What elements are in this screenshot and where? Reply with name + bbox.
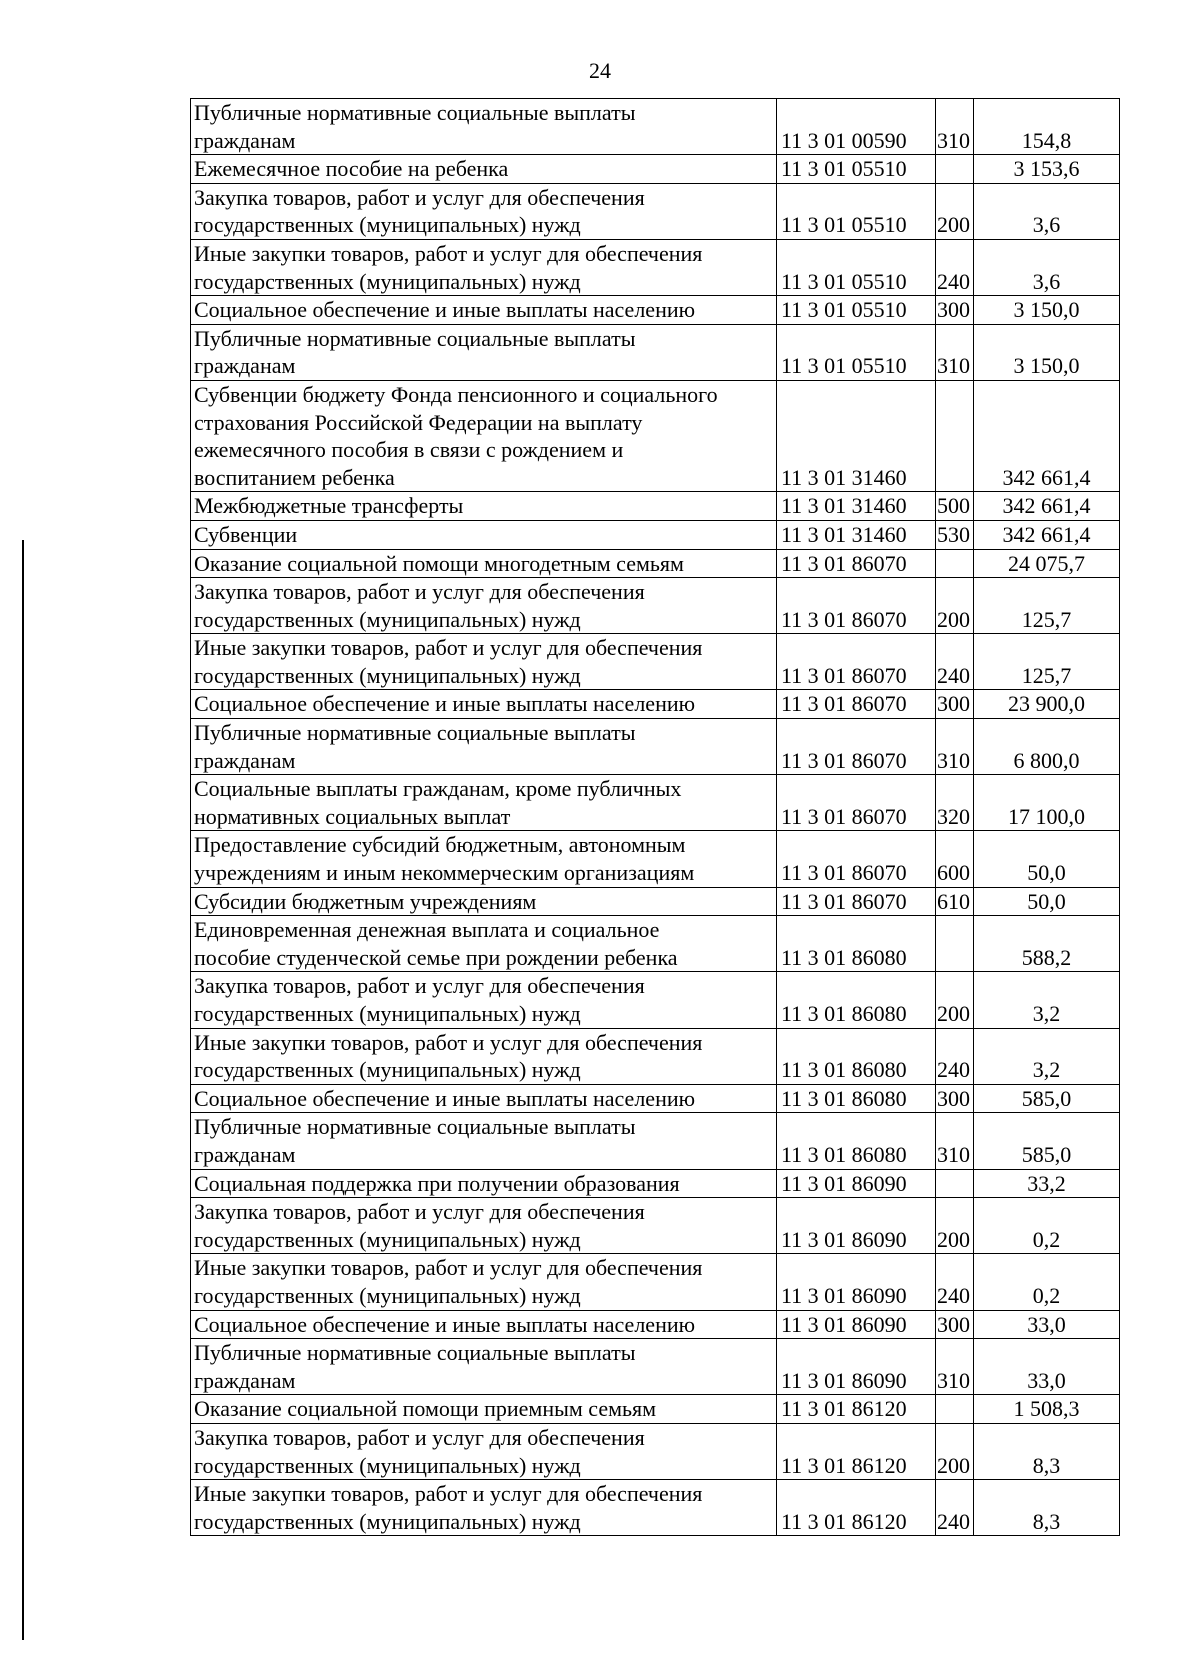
row-description-line: Субвенции — [194, 521, 298, 547]
row-code: 11 3 01 05510 — [777, 239, 936, 295]
row-expense-type — [936, 1395, 974, 1424]
row-expense-type: 240 — [936, 1028, 974, 1084]
row-amount: 3 153,6 — [974, 155, 1120, 184]
row-description-line: Публичные нормативные социальные выплаты — [194, 325, 636, 351]
table-row — [191, 1254, 1120, 1310]
table-row — [191, 1084, 1120, 1113]
table-row — [191, 831, 1120, 887]
row-amount: 33,2 — [974, 1169, 1120, 1198]
row-expense-type: 240 — [936, 239, 974, 295]
row-expense-type: 300 — [936, 1084, 974, 1113]
table-row — [191, 719, 1120, 775]
table-row — [191, 155, 1120, 184]
row-amount: 585,0 — [974, 1084, 1120, 1113]
row-description — [191, 1198, 777, 1254]
row-description — [191, 719, 777, 775]
row-description — [191, 183, 777, 239]
row-code: 11 3 01 86120 — [777, 1480, 936, 1536]
row-expense-type: 200 — [936, 1198, 974, 1254]
row-description-line: Оказание социальной помощи многодетным семьям — [194, 550, 684, 576]
row-description-line: государственных (муниципальных) нужд — [194, 268, 581, 294]
row-expense-type: 300 — [936, 1310, 974, 1339]
page-number: 24 — [589, 58, 611, 83]
row-description — [191, 296, 777, 325]
row-amount: 3,2 — [974, 972, 1120, 1028]
row-description-line: Социальное обеспечение и иные выплаты населению — [194, 297, 696, 323]
table-row — [191, 775, 1120, 831]
row-description — [191, 916, 777, 972]
row-description-line: государственных (муниципальных) нужд — [194, 662, 581, 688]
row-description-line: гражданам — [194, 1367, 296, 1393]
row-code: 11 3 01 31460 — [777, 520, 936, 549]
row-expense-type — [936, 549, 974, 578]
row-description-line: государственных (муниципальных) нужд — [194, 1282, 581, 1308]
row-code: 11 3 01 86080 — [777, 916, 936, 972]
row-expense-type: 310 — [936, 99, 974, 155]
row-code: 11 3 01 86090 — [777, 1169, 936, 1198]
row-code: 11 3 01 86080 — [777, 1113, 936, 1169]
row-amount: 125,7 — [974, 634, 1120, 690]
row-expense-type — [936, 155, 974, 184]
row-description-line: ежемесячного пособия в связи с рождением и — [194, 437, 624, 463]
table-row — [191, 1339, 1120, 1395]
row-amount: 588,2 — [974, 916, 1120, 972]
row-expense-type: 530 — [936, 520, 974, 549]
row-code: 11 3 01 31460 — [777, 380, 936, 491]
table-row — [191, 549, 1120, 578]
row-expense-type: 310 — [936, 324, 974, 380]
row-expense-type — [936, 916, 974, 972]
row-expense-type: 200 — [936, 1423, 974, 1479]
row-description — [191, 775, 777, 831]
row-amount: 3 150,0 — [974, 296, 1120, 325]
row-description-line: Субвенции бюджету Фонда пенсионного и социального — [194, 381, 718, 407]
row-code: 11 3 01 86090 — [777, 1310, 936, 1339]
row-expense-type: 320 — [936, 775, 974, 831]
row-amount: 8,3 — [974, 1480, 1120, 1536]
table-row — [191, 578, 1120, 634]
table-row — [191, 380, 1120, 491]
row-expense-type: 310 — [936, 719, 974, 775]
row-amount: 125,7 — [974, 578, 1120, 634]
row-description-line: Социальное обеспечение и иные выплаты населению — [194, 1085, 696, 1111]
table-row — [191, 1310, 1120, 1339]
row-description — [191, 1113, 777, 1169]
row-description-line: нормативных социальных выплат — [194, 803, 511, 829]
row-description-line: государственных (муниципальных) нужд — [194, 606, 581, 632]
row-description-line: государственных (муниципальных) нужд — [194, 1226, 581, 1252]
row-description-line: Иные закупки товаров, работ и услуг для обеспечения — [194, 635, 703, 661]
row-description-line: пособие студенческой семье при рождении ребенка — [194, 944, 678, 970]
row-amount: 3,2 — [974, 1028, 1120, 1084]
row-description — [191, 578, 777, 634]
row-description-line: гражданам — [194, 353, 296, 379]
row-description-line: Социальное обеспечение и иные выплаты населению — [194, 691, 696, 717]
row-description-line: Закупка товаров, работ и услуг для обеспечения — [194, 579, 645, 605]
row-description-line: Социальная поддержка при получении образования — [194, 1170, 680, 1196]
row-code: 11 3 01 86120 — [777, 1423, 936, 1479]
row-description — [191, 887, 777, 916]
table-row — [191, 99, 1120, 155]
row-description — [191, 1169, 777, 1198]
row-description-line: воспитанием ребенка — [194, 464, 395, 490]
row-description — [191, 1423, 777, 1479]
row-amount: 23 900,0 — [974, 690, 1120, 719]
budget-table-body — [191, 99, 1120, 1536]
row-description-line: Закупка товаров, работ и услуг для обеспечения — [194, 1424, 645, 1450]
budget-table — [190, 98, 1120, 1536]
row-code: 11 3 01 86090 — [777, 1339, 936, 1395]
row-expense-type: 310 — [936, 1113, 974, 1169]
row-code: 11 3 01 86080 — [777, 1028, 936, 1084]
row-amount: 3,6 — [974, 183, 1120, 239]
row-code: 11 3 01 86090 — [777, 1198, 936, 1254]
row-description-line: Закупка товаров, работ и услуг для обеспечения — [194, 973, 645, 999]
row-description-line: государственных (муниципальных) нужд — [194, 212, 581, 238]
row-expense-type — [936, 380, 974, 491]
row-amount: 50,0 — [974, 831, 1120, 887]
row-description-line: гражданам — [194, 747, 296, 773]
row-description — [191, 1028, 777, 1084]
row-description-line: Иные закупки товаров, работ и услуг для обеспечения — [194, 240, 703, 266]
row-expense-type: 310 — [936, 1339, 974, 1395]
row-code: 11 3 01 86080 — [777, 972, 936, 1028]
row-description-line: страхования Российской Федерации на выплату — [194, 409, 643, 435]
table-row — [191, 972, 1120, 1028]
row-amount: 154,8 — [974, 99, 1120, 155]
row-description — [191, 549, 777, 578]
row-description — [191, 690, 777, 719]
row-description — [191, 831, 777, 887]
row-description-line: Публичные нормативные социальные выплаты — [194, 720, 636, 746]
row-description-line: гражданам — [194, 1141, 296, 1167]
table-row — [191, 324, 1120, 380]
row-code: 11 3 01 86070 — [777, 690, 936, 719]
row-description-line: Социальные выплаты гражданам, кроме публичных — [194, 776, 682, 802]
table-row — [191, 634, 1120, 690]
row-code: 11 3 01 05510 — [777, 296, 936, 325]
row-description — [191, 1480, 777, 1536]
row-description-line: Иные закупки товаров, работ и услуг для обеспечения — [194, 1481, 703, 1507]
row-description-line: Межбюджетные трансферты — [194, 493, 464, 519]
row-code: 11 3 01 05510 — [777, 183, 936, 239]
row-description — [191, 324, 777, 380]
row-code: 11 3 01 86090 — [777, 1254, 936, 1310]
table-row — [191, 1169, 1120, 1198]
row-code: 11 3 01 86070 — [777, 578, 936, 634]
table-row — [191, 183, 1120, 239]
row-description-line: Оказание социальной помощи приемным семьям — [194, 1396, 657, 1422]
row-description — [191, 380, 777, 491]
row-amount: 342 661,4 — [974, 492, 1120, 521]
row-description — [191, 1339, 777, 1395]
row-description-line: Закупка товаров, работ и услуг для обеспечения — [194, 1199, 645, 1225]
row-description-line: государственных (муниципальных) нужд — [194, 1001, 581, 1026]
row-expense-type: 600 — [936, 831, 974, 887]
row-amount: 342 661,4 — [974, 380, 1120, 491]
row-amount: 6 800,0 — [974, 719, 1120, 775]
row-expense-type: 200 — [936, 183, 974, 239]
row-expense-type: 240 — [936, 1480, 974, 1536]
row-amount: 0,2 — [974, 1198, 1120, 1254]
row-code: 11 3 01 86070 — [777, 719, 936, 775]
row-description-line: Публичные нормативные социальные выплаты — [194, 1114, 636, 1140]
row-expense-type: 610 — [936, 887, 974, 916]
row-description — [191, 99, 777, 155]
row-code: 11 3 01 86070 — [777, 775, 936, 831]
row-code: 11 3 01 05510 — [777, 155, 936, 184]
row-description-line: Иные закупки товаров, работ и услуг для обеспечения — [194, 1255, 703, 1281]
row-description — [191, 1084, 777, 1113]
row-description — [191, 634, 777, 690]
row-description — [191, 239, 777, 295]
row-code: 11 3 01 31460 — [777, 492, 936, 521]
row-code: 11 3 01 86080 — [777, 1084, 936, 1113]
row-expense-type: 200 — [936, 972, 974, 1028]
row-description-line: гражданам — [194, 127, 296, 153]
row-amount: 17 100,0 — [974, 775, 1120, 831]
row-description-line: государственных (муниципальных) нужд — [194, 1452, 581, 1478]
row-description — [191, 1254, 777, 1310]
row-description-line: Социальное обеспечение и иные выплаты населению — [194, 1311, 696, 1337]
table-row — [191, 492, 1120, 521]
row-description-line: Иные закупки товаров, работ и услуг для обеспечения — [194, 1029, 703, 1055]
row-code: 11 3 01 00590 — [777, 99, 936, 155]
margin-line — [22, 540, 24, 1640]
table-row — [191, 1480, 1120, 1536]
row-expense-type — [936, 1169, 974, 1198]
row-code: 11 3 01 86070 — [777, 634, 936, 690]
row-description-line: Публичные нормативные социальные выплаты — [194, 1340, 636, 1366]
table-row — [191, 1423, 1120, 1479]
table-row — [191, 296, 1120, 325]
table-row — [191, 916, 1120, 972]
row-expense-type: 240 — [936, 634, 974, 690]
row-description-line: государственных (муниципальных) нужд — [194, 1508, 581, 1534]
table-row — [191, 1113, 1120, 1169]
row-description — [191, 1395, 777, 1424]
row-description — [191, 972, 777, 1028]
row-code: 11 3 01 86070 — [777, 831, 936, 887]
row-description-line: Единовременная денежная выплата и социальное — [194, 917, 660, 943]
row-code: 11 3 01 05510 — [777, 324, 936, 380]
row-description-line: Предоставление субсидий бюджетным, автономным — [194, 832, 686, 858]
row-description-line: Публичные нормативные социальные выплаты — [194, 100, 636, 125]
row-amount: 3,6 — [974, 239, 1120, 295]
row-description-line: Закупка товаров, работ и услуг для обеспечения — [194, 184, 645, 210]
row-expense-type: 200 — [936, 578, 974, 634]
table-row — [191, 239, 1120, 295]
row-expense-type: 240 — [936, 1254, 974, 1310]
row-description — [191, 1310, 777, 1339]
row-expense-type: 300 — [936, 690, 974, 719]
row-amount: 33,0 — [974, 1310, 1120, 1339]
row-code: 11 3 01 86070 — [777, 887, 936, 916]
row-amount: 0,2 — [974, 1254, 1120, 1310]
row-amount: 1 508,3 — [974, 1395, 1120, 1424]
row-description-line: Ежемесячное пособие на ребенка — [194, 156, 509, 182]
row-amount: 8,3 — [974, 1423, 1120, 1479]
table-row — [191, 1395, 1120, 1424]
row-code: 11 3 01 86070 — [777, 549, 936, 578]
row-description — [191, 492, 777, 521]
row-amount: 342 661,4 — [974, 520, 1120, 549]
row-amount: 50,0 — [974, 887, 1120, 916]
table-row — [191, 520, 1120, 549]
row-amount: 3 150,0 — [974, 324, 1120, 380]
row-amount: 33,0 — [974, 1339, 1120, 1395]
row-description — [191, 155, 777, 184]
row-description — [191, 520, 777, 549]
row-description-line: государственных (муниципальных) нужд — [194, 1057, 581, 1083]
table-row — [191, 1028, 1120, 1084]
table-row — [191, 887, 1120, 916]
row-expense-type: 500 — [936, 492, 974, 521]
table-row — [191, 690, 1120, 719]
row-code: 11 3 01 86120 — [777, 1395, 936, 1424]
row-amount: 24 075,7 — [974, 549, 1120, 578]
row-amount: 585,0 — [974, 1113, 1120, 1169]
table-row — [191, 1198, 1120, 1254]
row-expense-type: 300 — [936, 296, 974, 325]
row-description-line: Субсидии бюджетным учреждениям — [194, 888, 537, 914]
row-description-line: учреждениям и иным некоммерческим организациям — [194, 860, 695, 886]
